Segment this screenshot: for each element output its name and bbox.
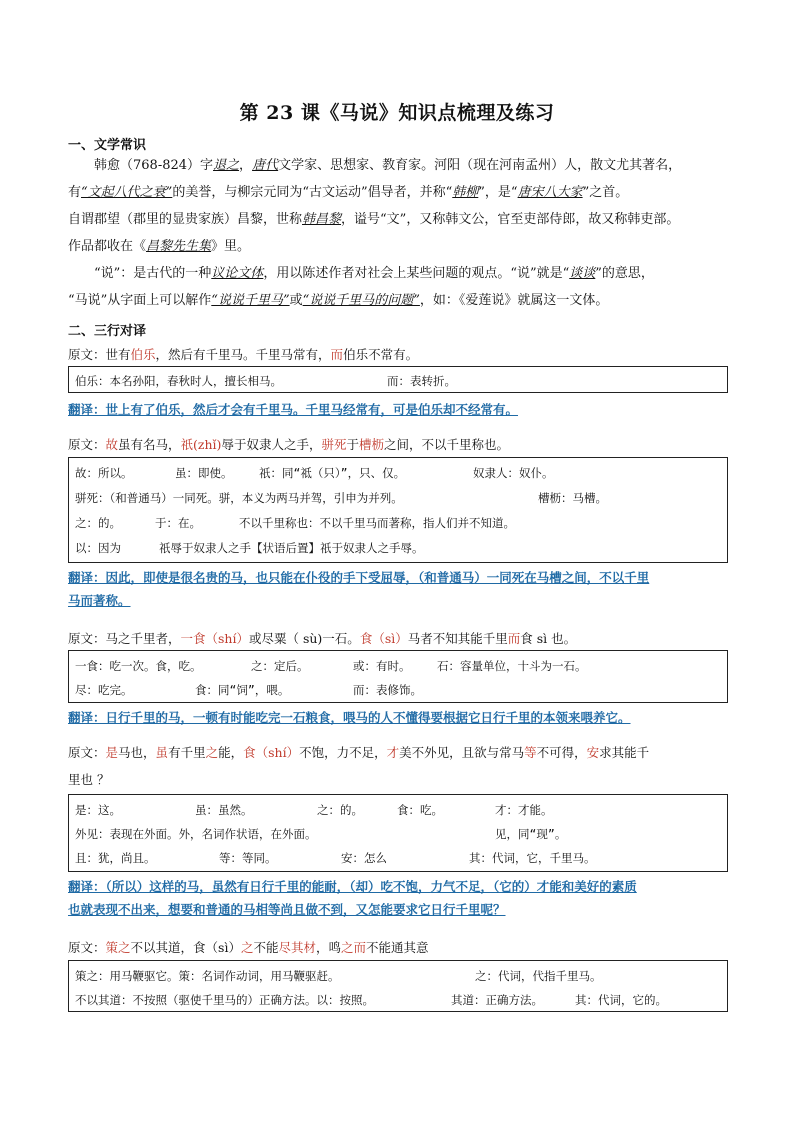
translation-1: 翻译：世上有了伯乐，然后才会有千里马。千里马经常有，可是伯乐却不经常有。 (68, 402, 519, 417)
para2-line-1: “说”：是古代的一种议论文体，用以陈述作者对社会上某些问题的观点。“说”就是“谈谈”的意思， (94, 266, 654, 281)
translation-4: 翻译：（所以）这样的马，虽然有日行千里的能耐，（却）吃不饱，力气不足，（它的）才能和美好的素质 也就表现不出来，想要和普通的马相等尚且做不到，又怎能要求它日行千里呢？ (68, 879, 637, 917)
literature-paragraph-1 (68, 152, 733, 260)
original-text-4: 原文：是马也，虽有千里之能，食（shí）不饱，力不足，才美不外见，且欲与常马等不可得，安求其能千 (68, 745, 650, 760)
para1-line-2: 有“文起八代之衰”的美誉，与柳宗元同为“古文运动”倡导者，并称“韩柳”，是“唐宋八大家”之首。 (68, 185, 629, 200)
notes-box-4: 是：这。 虽：虽然。 之：的。 食：吃。 才：才能。 外见：表现在外面。外，名词作状语，在外面。 见，同“现”。 且：犹，尚且。 等：等同。 安：怎么 其：代词，它，千里马。 (68, 794, 728, 872)
notes-box-5: 策之：用马鞭驱它。策：名词作动词，用马鞭驱赶。 之：代词，代指千里马。 不以其道：不按照（驱使千里马的）正确方法。以：按照。 其道：正确方法。 其：代词，它的。 (68, 960, 728, 1012)
original-text-2: 原文：故虽有名马，祇(zhǐ)辱于奴隶人之手，骈死于槽枥之间，不以千里称也。 (68, 437, 510, 452)
para1-line-1: 韩愈（768-824）字退之，唐代文学家、思想家、教育家。河阳（现在河南孟州）人，散文尤其著名， (94, 158, 682, 173)
translation-3: 翻译：日行千里的马，一顿有时能吃完一石粮食，喂马的人不懂得要根据它日行千里的本领来喂养它。 (68, 710, 631, 725)
para1-line-4: 作品都收在《昌黎先生集》里。 (68, 239, 251, 254)
original-text-3: 原文：马之千里者，一食（shí）或尽粟（ sù)一石。食（sì）马者不知其能千里而食 sì 也。 (68, 631, 577, 646)
notes-box-3: 一食：吃一次。食，吃。 之：定后。 或：有时。 石：容量单位，十斗为一石。 尽：吃完。 食：同“饲”，喂。 而：表修饰。 (68, 650, 728, 703)
literature-paragraph-2 (68, 260, 733, 314)
para1-line-3: 自谓郡望（郡里的显贵家族）昌黎，世称韩昌黎，谥号“文”，又称韩文公，官至吏部侍郎，故又称韩吏部。 (68, 212, 680, 227)
original-text-4-continued: 里也 ？ (68, 772, 110, 787)
section-heading-literature: 一、文学常识 (68, 138, 147, 153)
translation-2: 翻译：因此，即使是很名贵的马，也只能在仆役的手下受屈辱，（和普通马）一同死在马槽之间，不以千里 马而著称。 (68, 570, 650, 608)
page-title: 第 23 课《马说》知识点梳理及练习 (239, 102, 555, 124)
notes-box-1: 伯乐：本名孙阳，春秋时人，擅长相马。 而：表转折。 (68, 366, 728, 393)
original-text-1: 原文：世有伯乐，然后有千里马。千里马常有，而伯乐不常有。 (68, 347, 419, 362)
section-heading-translation: 二、三行对译 (68, 324, 147, 339)
para2-line-2: “马说”从字面上可以解作“说说千里马”或“说说千里马的问题”，如：《爱莲说》就属这一文体。 (68, 293, 609, 308)
original-text-5: 原文：策之不以其道，食（sì）之不能尽其材，鸣之而不能通其意 (68, 940, 429, 955)
notes-box-2: 故：所以。 虽：即使。 祇：同“祗（只）”，只、仅。 奴隶人：奴仆。 骈死：（和普通马）一同死。骈，本义为两马并驾，引申为并列。 槽枥：马槽。 之：的。 于：在。 不以千里称也：不以千里马而著称，指人们并不知道。 以：因为 祇辱于奴隶人之手【状语后置】祇于奴隶人之手辱。 (68, 457, 728, 563)
